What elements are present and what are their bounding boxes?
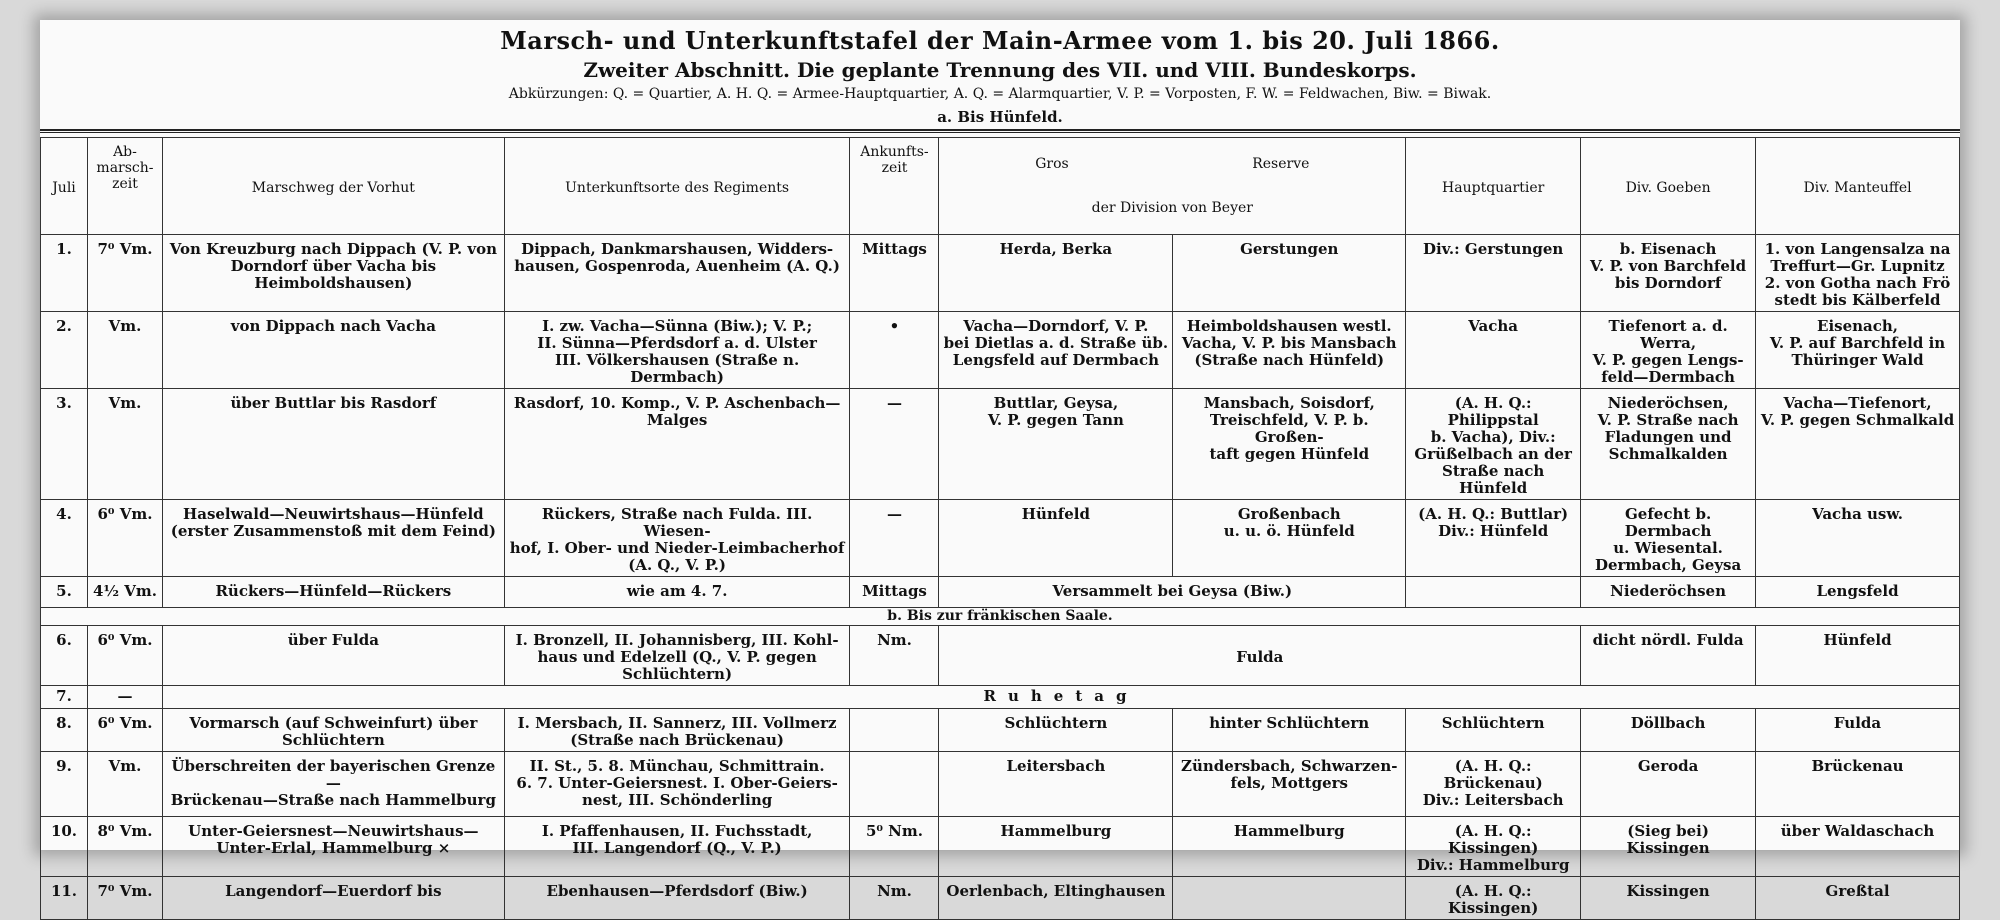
cell-gros: Hünfeld [939,500,1173,577]
cell-marschweg: Rückers—Hünfeld—Rückers [162,577,504,608]
cell-gros-reserve: Versammelt bei Geysa (Biw.) [939,577,1406,608]
cell-ankunft [850,709,939,752]
cell-juli: 5. [41,577,88,608]
cell-ankunft: Nm. [850,877,939,920]
cell-zeit: Vm. [87,752,162,817]
cell-marschweg: Haselwald—Neuwirtshaus—Hünfeld (erster Zusammenstoß mit dem Feind) [162,500,504,577]
cell-hq: (A. H. Q.: Kissingen) [1406,877,1581,920]
cell-marschweg: Langendorf—Euerdorf bis [162,877,504,920]
page-subtitle: Zweiter Abschnitt. Die geplante Trennung des VII. und VIII. Bundeskorps. [583,58,1417,82]
header-hauptquartier: Hauptquartier [1406,138,1581,235]
cell-ruhetag: Ruhetag [162,686,1959,709]
table-row [41,817,1960,877]
cell-unterkunft: Dippach, Dankmarshausen, Widders-hausen, Gospenroda, Auenheim (A. Q.) [504,235,850,312]
cell-marschweg: Von Kreuzburg nach Dippach (V. P. von Dorndorf über Vacha bis Heimboldshausen) [162,235,504,312]
cell-unterkunft: I. Bronzell, II. Johannisberg, III. Kohl- haus und Edelzell (Q., V. P. gegen Schlüchtern) [504,626,850,686]
cell-hq: Schlüchtern [1406,709,1581,752]
march-table [40,137,1960,920]
table-row [41,389,1960,500]
cell-marschweg: Vormarsch (auf Schweinfurt) über Schlüchtern [162,709,504,752]
header-juli: Juli [41,138,88,235]
page-title: Marsch- und Unterkunftstafel der Main-Armee vom 1. bis 20. Juli 1866. [500,26,1500,55]
cell-ankunft: 5⁰ Nm. [850,817,939,877]
document-sheet [40,20,1960,917]
cell-unterkunft: II. St., 5. 8. Münchau, Schmittrain. 6. 7. Unter-Geiersnest. I. Ober-Geiers- nest, III. Schönderling [504,752,850,817]
table-row [41,577,1960,608]
cell-manteuffel: Vacha—Tiefenort, V. P. gegen Schmalkald [1756,389,1960,500]
cell-goeben: dicht nördl. Fulda [1581,626,1756,686]
section-a-heading: a. Bis Hünfeld. [937,108,1063,126]
table-row [41,877,1960,920]
cell-goeben: Tiefenort a. d. Werra, V. P. gegen Lengs- feld—Dermbach [1581,312,1756,389]
header-abmarschzeit: Ab- marsch- zeit [87,138,162,235]
cell-gros: Oerlenbach, Eltinghausen [939,877,1173,920]
cell-gros: Leitersbach [939,752,1173,817]
cell-goeben: Geroda [1581,752,1756,817]
cell-zeit: 6⁰ Vm. [87,626,162,686]
cell-reserve [1173,877,1406,920]
cell-goeben: Kissingen [1581,877,1756,920]
cell-manteuffel: Greßtal [1756,877,1960,920]
cell-ankunft: Mittags [850,235,939,312]
top-rule [40,129,1960,133]
cell-juli: 9. [41,752,88,817]
cell-reserve: Heimboldshausen westl. Vacha, V. P. bis Mansbach (Straße nach Hünfeld) [1173,312,1406,389]
cell-reserve: Hammelburg [1173,817,1406,877]
cell-juli: 4. [41,500,88,577]
cell-reserve: hinter Schlüchtern [1173,709,1406,752]
cell-manteuffel: Fulda [1756,709,1960,752]
cell-unterkunft: Ebenhausen—Pferdsdorf (Biw.) [504,877,850,920]
header-ankunft: Ankunfts- zeit [850,138,939,235]
header-reserve: Reserve [1252,156,1310,172]
cell-gros: Buttlar, Geysa, V. P. gegen Tann [939,389,1173,500]
cell-goeben: Gefecht b. Dermbach u. Wiesental. Dermbach, Geysa [1581,500,1756,577]
table-row [41,626,1960,686]
cell-zeit: — [87,686,162,709]
cell-unterkunft: I. zw. Vacha—Sünna (Biw.); V. P.; II. Sünna—Pferdsdorf a. d. Ulster III. Völkershausen (Straße n. Dermbach) [504,312,850,389]
table-row [41,709,1960,752]
cell-hq: (A. H. Q.: Philippstal b. Vacha), Div.: Grüßelbach an der Straße nach Hünfeld [1406,389,1581,500]
cell-juli: 8. [41,709,88,752]
cell-unterkunft: I. Mersbach, II. Sannerz, III. Vollmerz (Straße nach Brückenau) [504,709,850,752]
cell-juli: 10. [41,817,88,877]
cell-zeit: Vm. [87,389,162,500]
cell-gros: Herda, Berka [939,235,1173,312]
cell-zeit: 8⁰ Vm. [87,817,162,877]
cell-ankunft: Mittags [850,577,939,608]
cell-juli: 2. [41,312,88,389]
header-marschweg: Marschweg der Vorhut [162,138,504,235]
cell-reserve: Großenbach u. u. ö. Hünfeld [1173,500,1406,577]
cell-gros: Schlüchtern [939,709,1173,752]
table-row [41,686,1960,709]
cell-goeben: Döllbach [1581,709,1756,752]
section-b-heading: b. Bis zur fränkischen Saale. [41,608,1960,626]
cell-gros: Hammelburg [939,817,1173,877]
cell-hq: (A. H. Q.: Kissingen) Div.: Hammelburg [1406,817,1581,877]
cell-hq: (A. H. Q.: Buttlar) Div.: Hünfeld [1406,500,1581,577]
cell-zeit: Vm. [87,312,162,389]
cell-hq: (A. H. Q.: Brückenau) Div.: Leitersbach [1406,752,1581,817]
header-gros: Gros [1035,156,1069,172]
table-row [41,752,1960,817]
cell-marschweg: über Buttlar bis Rasdorf [162,389,504,500]
table-row [41,235,1960,312]
cell-manteuffel: Brückenau [1756,752,1960,817]
cell-goeben: Niederöchsen, V. P. Straße nach Fladungen und Schmalkalden [1581,389,1756,500]
cell-manteuffel: Vacha usw. [1756,500,1960,577]
cell-marschweg: Überschreiten der bayerischen Grenze— Brückenau—Straße nach Hammelburg [162,752,504,817]
header-goeben: Div. Goeben [1581,138,1756,235]
cell-gros: Vacha—Dorndorf, V. P. bei Dietlas a. d. Straße üb. Lengsfeld auf Dermbach [939,312,1173,389]
cell-juli: 3. [41,389,88,500]
cell-ankunft: — [850,389,939,500]
cell-ankunft: • [850,312,939,389]
cell-unterkunft: Rasdorf, 10. Komp., V. P. Aschenbach— Malges [504,389,850,500]
cell-juli: 11. [41,877,88,920]
cell-reserve: Gerstungen [1173,235,1406,312]
cell-hq: Vacha [1406,312,1581,389]
cell-manteuffel: über Waldaschach [1756,817,1960,877]
cell-zeit: 7⁰ Vm. [87,235,162,312]
cell-zeit: 6⁰ Vm. [87,709,162,752]
cell-zeit: 4½ Vm. [87,577,162,608]
cell-goeben: (Sieg bei) Kissingen [1581,817,1756,877]
cell-zeit: 7⁰ Vm. [87,877,162,920]
cell-unterkunft: I. Pfaffenhausen, II. Fuchsstadt, III. Langendorf (Q., V. P.) [504,817,850,877]
section-row [41,608,1960,626]
header-unterkunft: Unterkunftsorte des Regiments [504,138,850,235]
table-row [41,500,1960,577]
cell-juli: 6. [41,626,88,686]
cell-division-beyer: Fulda [939,626,1581,686]
cell-marschweg: über Fulda [162,626,504,686]
table-row [41,312,1960,389]
cell-juli: 1. [41,235,88,312]
cell-manteuffel: 1. von Langensalza na Treffurt—Gr. Lupnitz 2. von Gotha nach Frö stedt bis Kälberfeld [1756,235,1960,312]
cell-ankunft: Nm. [850,626,939,686]
cell-manteuffel: Hünfeld [1756,626,1960,686]
cell-ankunft [850,752,939,817]
header-division-beyer: der Division von Beyer [1091,200,1253,216]
cell-goeben: Niederöchsen [1581,577,1756,608]
cell-marschweg: von Dippach nach Vacha [162,312,504,389]
cell-juli: 7. [41,686,88,709]
cell-ankunft: — [850,500,939,577]
cell-reserve: Mansbach, Soisdorf, Treischfeld, V. P. b. Großen- taft gegen Hünfeld [1173,389,1406,500]
cell-unterkunft: Rückers, Straße nach Fulda. III. Wiesen- hof, I. Ober- und Nieder-Leimbacherhof (A. Q., V. P.) [504,500,850,577]
cell-reserve: Zündersbach, Schwarzen- fels, Mottgers [1173,752,1406,817]
cell-hq: Div.: Gerstungen [1406,235,1581,312]
cell-hq [1406,577,1581,608]
header-manteuffel: Div. Manteuffel [1756,138,1960,235]
cell-manteuffel: Eisenach, V. P. auf Barchfeld in Thüringer Wald [1756,312,1960,389]
cell-goeben: b. Eisenach V. P. von Barchfeld bis Dorndorf [1581,235,1756,312]
cell-manteuffel: Lengsfeld [1756,577,1960,608]
cell-unterkunft: wie am 4. 7. [504,577,850,608]
abbreviations-line: Abkürzungen: Q. = Quartier, A. H. Q. = Armee-Hauptquartier, A. Q. = Alarmquartier, V. P. = Vorposten, F. W. = Feldwachen, Biw. = Biwak. [508,86,1492,102]
cell-zeit: 6⁰ Vm. [87,500,162,577]
cell-marschweg: Unter-Geiersnest—Neuwirtshaus— Unter-Erlal, Hammelburg × [162,817,504,877]
header-division-beyer-group [939,138,1406,235]
